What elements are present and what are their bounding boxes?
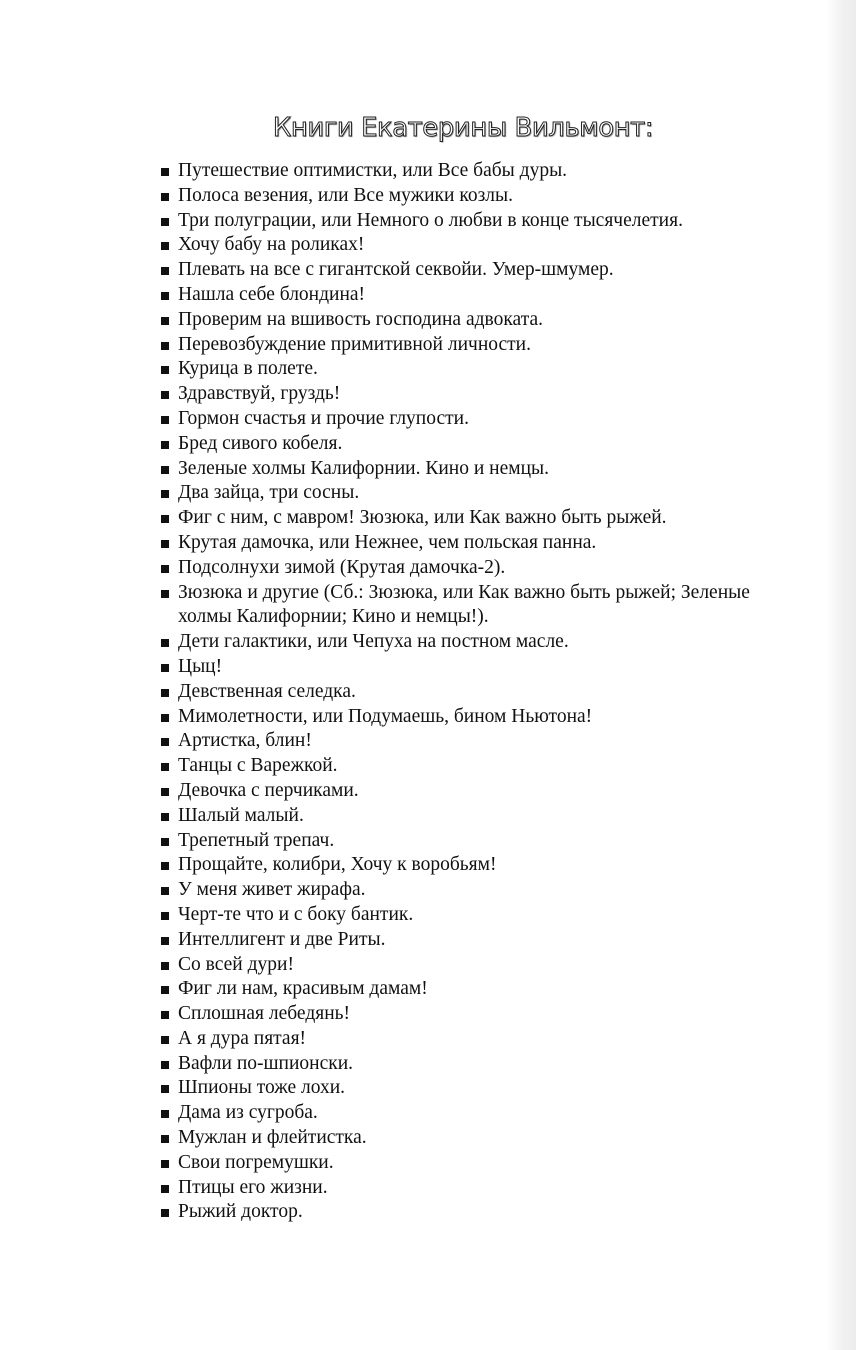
book-list-item: Прощайте, колибри, Хочу к воробьям! <box>160 853 800 878</box>
book-list-item: Зеленые холмы Калифорнии. Кино и немцы. <box>160 457 800 482</box>
book-list-item: Рыжий доктор. <box>160 1200 800 1225</box>
book-list-item: Вафли по-шпионски. <box>160 1052 800 1077</box>
book-list-item: Танцы с Варежкой. <box>160 754 800 779</box>
book-list-item: Бред сивого кобеля. <box>160 432 800 457</box>
book-list-item: Полоса везения, или Все мужики козлы. <box>160 184 800 209</box>
book-list-item: Свои погремушки. <box>160 1151 800 1176</box>
book-list-item: Шалый малый. <box>160 804 800 829</box>
book-list-item: Дети галактики, или Чепуха на постном масле. <box>160 630 800 655</box>
book-list-item: Фиг с ним, с мавром! Зюзюка, или Как важно быть рыжей. <box>160 506 800 531</box>
book-list-item: Путешествие оптимистки, или Все бабы дуры. <box>160 159 800 184</box>
book-list-item: Шпионы тоже лохи. <box>160 1076 800 1101</box>
book-list-item: Дама из сугроба. <box>160 1101 800 1126</box>
book-list-item: Сплошная лебедянь! <box>160 1002 800 1027</box>
book-list-item: Мужлан и флейтистка. <box>160 1126 800 1151</box>
book-list-item: Интеллигент и две Риты. <box>160 928 800 953</box>
book-list-item: Подсолнухи зимой (Крутая дамочка-2). <box>160 556 800 581</box>
book-list-item: Цыц! <box>160 655 800 680</box>
book-list-item: Со всей дури! <box>160 953 800 978</box>
book-list-item: Фиг ли нам, красивым дамам! <box>160 977 800 1002</box>
book-list-item: Проверим на вшивость господина адвоката. <box>160 308 800 333</box>
book-list-item: Курица в полете. <box>160 357 800 382</box>
page-title: Книги Екатерины Вильмонт: <box>272 113 654 143</box>
book-list-item: Девочка с перчиками. <box>160 779 800 804</box>
book-list-item: Крутая дамочка, или Нежнее, чем польская панна. <box>160 531 800 556</box>
book-list-item: Три полуграции, или Немного о любви в конце тысячелетия. <box>160 209 800 234</box>
book-list-item: А я дура пятая! <box>160 1027 800 1052</box>
book-list-item: Зюзюка и другие (Сб.: Зюзюка, или Как важно быть рыжей; Зеленые холмы Калифорнии; Кино и немцы!). <box>160 581 800 631</box>
book-list-item: Плевать на все с гигантской секвойи. Умер-шмумер. <box>160 258 800 283</box>
book-list-item: Нашла себе блондина! <box>160 283 800 308</box>
book-list-item: У меня живет жирафа. <box>160 878 800 903</box>
book-list-item: Здравствуй, груздь! <box>160 382 800 407</box>
book-list-item: Артистка, блин! <box>160 729 800 754</box>
book-list <box>160 159 800 1225</box>
book-list-item: Мимолетности, или Подумаешь, бином Ньютона! <box>160 705 800 730</box>
book-list-item: Гормон счастья и прочие глупости. <box>160 407 800 432</box>
book-list-item: Хочу бабу на роликах! <box>160 233 800 258</box>
book-list-item: Черт-те что и с боку бантик. <box>160 903 800 928</box>
book-list-item: Девственная селедка. <box>160 680 800 705</box>
book-list-item: Трепетный трепач. <box>160 829 800 854</box>
book-list-item: Перевозбуждение примитивной личности. <box>160 333 800 358</box>
page-edge-shadow <box>826 0 856 1350</box>
book-list-item: Птицы его жизни. <box>160 1176 800 1201</box>
book-list-item: Два зайца, три сосны. <box>160 481 800 506</box>
